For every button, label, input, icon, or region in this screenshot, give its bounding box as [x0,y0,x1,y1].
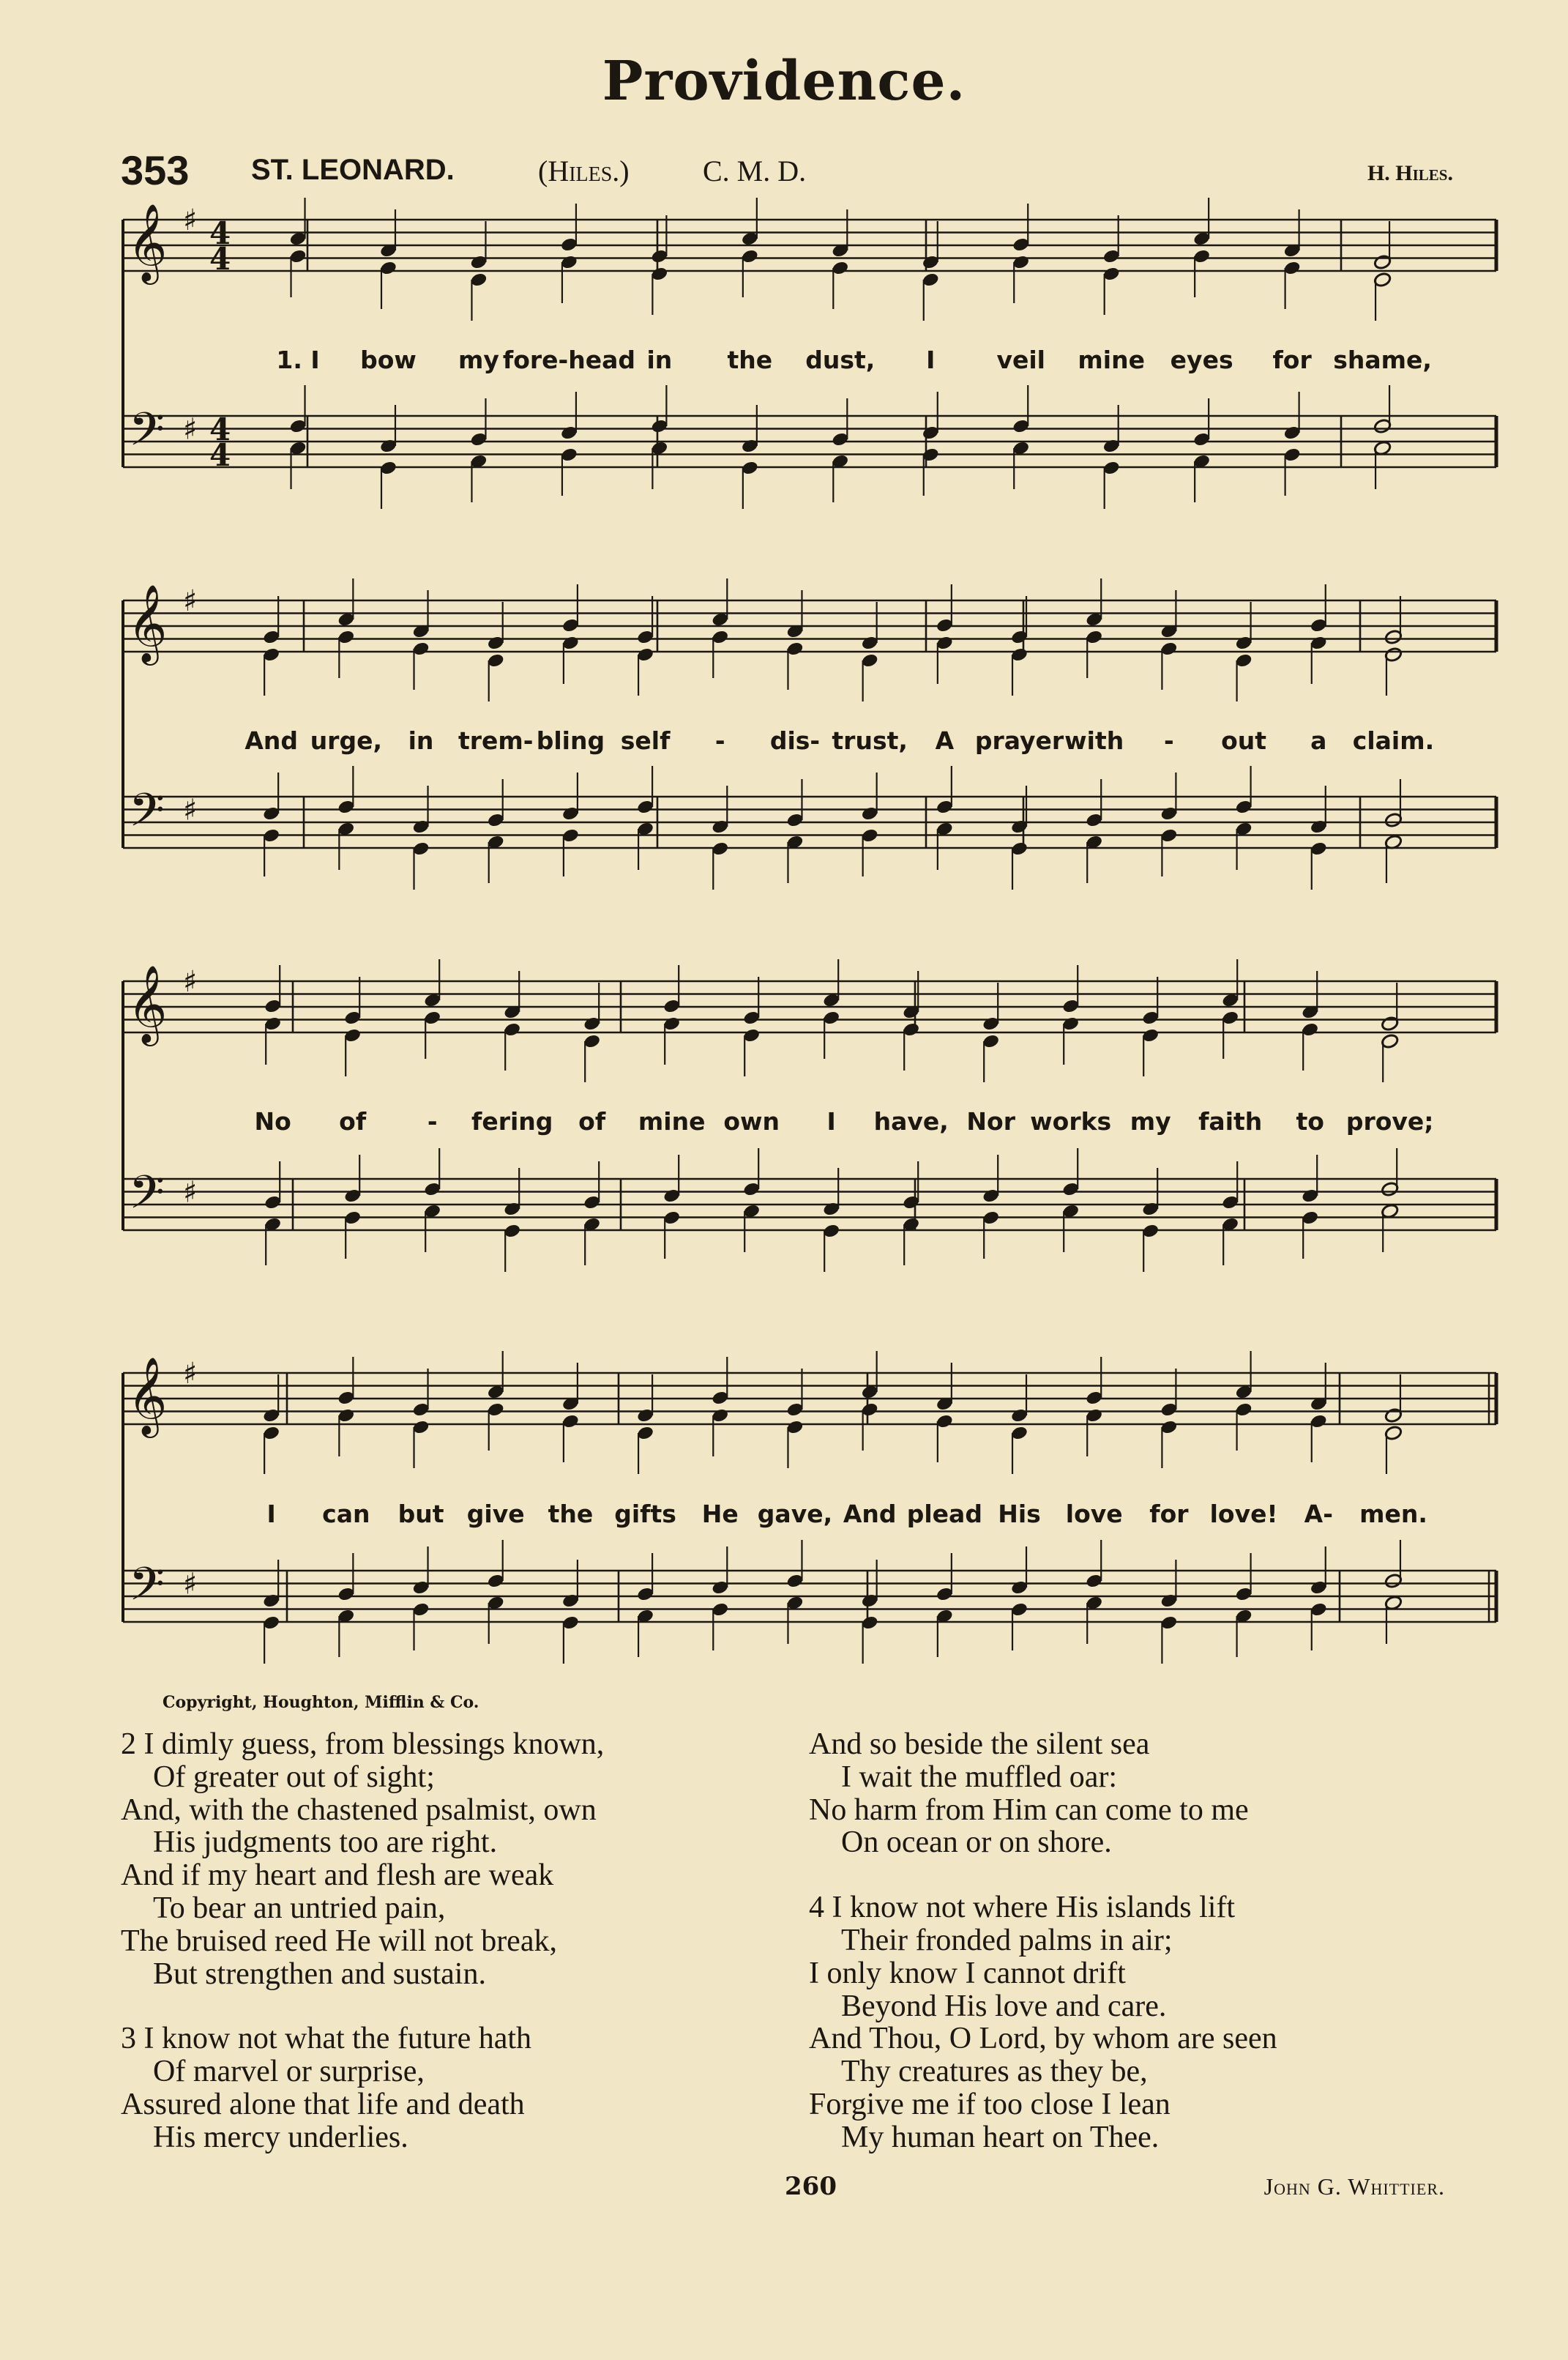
lyric-syllable: prayer [974,726,1064,755]
verse-line: My human heart on Thee. [841,2120,1160,2154]
lyric-syllable: His [998,1500,1041,1528]
lyric-syllable: bow [360,346,417,374]
lyric-syllable: urge, [310,726,382,755]
lyric-syllable: veil [996,346,1045,374]
sharp-icon: ♯ [183,1566,198,1601]
bass-clef-icon: 𝄢 [129,1165,165,1230]
verse-stanza [121,1728,780,1990]
treble-clef-icon: 𝄞 [127,203,168,281]
verse-line: And so beside the silent sea [809,1727,1150,1761]
lyric-syllable: the [727,346,773,374]
lyric-syllable: plead [906,1500,982,1528]
sharp-icon: ♯ [183,1175,198,1210]
lyric-syllable: men. [1359,1500,1427,1528]
time-signature-digit: 4 [209,437,231,473]
sharp-icon: ♯ [183,412,198,447]
verse-line: Assured alone that life and death [121,2087,525,2121]
verse-line: I only know I cannot drift [809,1956,1126,1990]
verse-line: Forgive me if too close I lean [809,2087,1171,2121]
lyric-syllable: I [266,1500,276,1528]
lyric-syllable: - [427,1107,438,1136]
lyric-syllable: gifts [614,1500,676,1528]
lyric-syllable: in [646,346,673,374]
verse-line: Of marvel or surprise, [153,2055,425,2089]
lyric-syllable: my [458,346,499,374]
verse-line: And, with the chastened psalmist, own [121,1793,597,1827]
lyric-syllable: can [322,1500,370,1528]
verse-line: And Thou, O Lord, by whom are seen [809,2022,1277,2056]
verse-line: 4 I know not where His islands lift [809,1891,1236,1925]
verse-line: I wait the muffled oar: [841,1760,1118,1794]
lyric-syllable: to [1296,1107,1324,1136]
lyric-syllable: trust, [832,726,908,755]
bass-clef-icon: 𝄢 [129,1557,165,1622]
lyric-syllable: He [701,1500,739,1528]
meter: C. M. D. [703,155,807,187]
lyric-syllable: of [339,1107,367,1136]
verse-line: To bear an untried pain, [153,1891,446,1925]
treble-clef-icon: 𝄞 [127,1356,168,1434]
lyric-syllable: dis- [769,726,821,755]
verse-stanza [121,2022,780,2154]
verse-line: Of greater out of sight; [153,1760,435,1794]
lyric-syllable: A- [1304,1500,1333,1528]
bass-clef-icon: 𝄢 [129,783,165,848]
page-number: 260 [785,2172,837,2201]
verse-stanza [809,1728,1468,1859]
lyric-syllable: fering [471,1107,553,1136]
verse-line: 2 I dimly guess, from blessings known, [121,1727,605,1761]
lyric-syllable: the [548,1500,594,1528]
verses-left-column [121,1728,780,2186]
sharp-icon: ♯ [183,792,198,827]
lyric-syllable: And [843,1500,897,1528]
verse-line: And if my heart and flesh are weak [121,1858,554,1893]
lyric-syllable: trem- [458,726,534,755]
verse-stanza [809,1891,1468,2154]
lyric-syllable: give [466,1500,525,1528]
lyric-syllable: eyes [1170,346,1233,374]
lyric-syllable: own [723,1107,780,1136]
sharp-icon: ♯ [183,964,198,999]
lyric-syllable: in [408,726,434,755]
tune-name: ST. LEONARD. [251,154,455,186]
lyric-syllable: Nor [966,1107,1015,1136]
verse-line: The bruised reed He will not break, [121,1924,557,1958]
lyric-syllable: - [714,726,725,755]
lyric-syllable: with [1064,726,1124,755]
lyric-syllable: No [254,1107,291,1136]
verse-line: His mercy underlies. [153,2120,408,2154]
treble-clef-icon: 𝄞 [127,964,168,1043]
lyric-syllable: claim. [1352,726,1435,755]
lyric-syllable: mine [1078,346,1145,374]
verse-line: Their fronded palms in air; [841,1923,1173,1957]
lyric-syllable: of [578,1107,606,1136]
lyric-syllable: shame, [1333,346,1432,374]
lyric-syllable: bling [536,726,605,755]
lyric-syllable: self [620,726,671,755]
lyric-syllable: faith [1198,1107,1263,1136]
sharp-icon: ♯ [183,203,198,237]
lyric-syllable: 1. I [276,346,320,374]
time-signature-digit: 4 [209,215,231,251]
lyric-syllable: And [244,726,298,755]
lyric-syllable: for [1272,346,1312,374]
verse-line: But strengthen and sustain. [153,1957,486,1991]
lyric-syllable: A [935,726,955,755]
copyright-notice: Copyright, Houghton, Mifflin & Co. [163,1693,479,1712]
sharp-icon: ♯ [183,584,198,618]
sharp-icon: ♯ [183,1356,198,1391]
tune-composer-short: (Hiles.) [538,155,630,187]
lyric-syllable: but [397,1500,444,1528]
verse-line: Thy creatures as they be, [841,2055,1148,2089]
lyric-syllable: a [1310,726,1327,755]
verse-line: No harm from Him can come to me [809,1793,1249,1827]
lyric-syllable: I [826,1107,836,1136]
verse-line: 3 I know not what the future hath [121,2022,532,2056]
hymn-number: 353 [121,147,190,193]
lyric-syllable: out [1221,726,1267,755]
bass-clef-icon: 𝄢 [129,402,165,467]
lyric-syllable: works [1030,1107,1112,1136]
verse-line: His judgments too are right. [153,1825,498,1860]
verse-line: Beyond His love and care. [841,1989,1167,2023]
lyric-syllable: gave, [757,1500,833,1528]
lyric-syllable: for [1149,1500,1189,1528]
time-signature-digit: 4 [209,412,231,447]
lyric-syllable: love [1065,1500,1123,1528]
lyric-syllable: have, [873,1107,949,1136]
page-title: Providence. [602,50,966,113]
composer: H. Hiles. [1367,161,1453,185]
lyric-syllable: I [926,346,936,374]
author: John G. Whittier. [1263,2173,1445,2200]
lyric-syllable: dust, [805,346,876,374]
lyric-syllable: - [1164,726,1174,755]
time-signature-digit: 4 [209,241,231,277]
lyric-syllable: prove; [1345,1107,1434,1136]
treble-clef-icon: 𝄞 [127,584,168,662]
lyric-syllable: fore-head [502,346,635,374]
lyric-syllable: love! [1209,1500,1278,1528]
lyric-syllable: my [1130,1107,1171,1136]
verse-line: On ocean or on shore. [841,1825,1112,1860]
lyric-syllable: mine [638,1107,706,1136]
verses-right-column [809,1728,1468,2186]
